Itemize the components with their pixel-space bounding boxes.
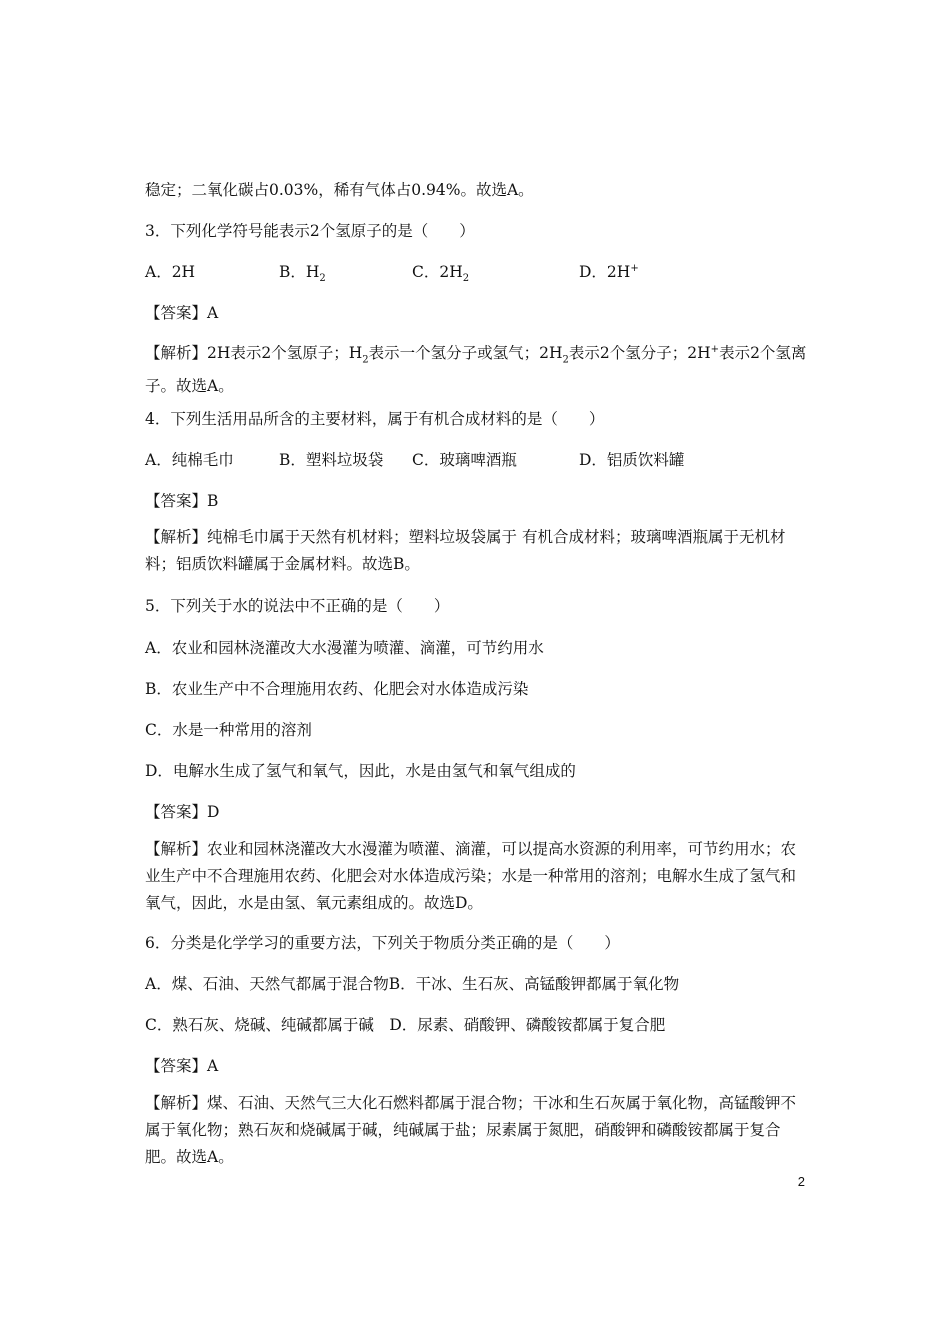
q5-answer: 【答案】D bbox=[145, 803, 220, 821]
q4-analysis: 【解析】纯棉毛巾属于天然有机材料；塑料垃圾袋属于 有机合成材料；玻璃啤酒瓶属于无机材料；铝质饮料罐属于金属材料。故选B。 bbox=[145, 528, 786, 573]
q6-stem: 6．分类是化学学习的重要方法，下列关于物质分类正确的是（ ） bbox=[145, 934, 620, 952]
q3-option-d[interactable]: D．2H+ bbox=[579, 262, 639, 281]
q4-option-a[interactable]: A．纯棉毛巾 bbox=[145, 451, 234, 469]
q4-option-d[interactable]: D．铝质饮料罐 bbox=[579, 451, 685, 469]
q3-stem: 3．下列化学符号能表示2个氢原子的是（ ） bbox=[145, 222, 475, 240]
q4-option-b[interactable]: B．塑料垃圾袋 bbox=[279, 451, 384, 469]
q5-option-c[interactable]: C．水是一种常用的溶剂 bbox=[145, 721, 312, 739]
q3-option-c[interactable]: C．$2H_2$ bbox=[412, 263, 470, 285]
intro-line: 稳定；二氧化碳占0.03%，稀有气体占0.94%。故选A。 bbox=[145, 181, 534, 199]
q5-option-d[interactable]: D．电解水生成了氢气和氧气，因此，水是由氢气和氧气组成的 bbox=[145, 762, 576, 780]
q6-options-line-2[interactable]: C．熟石灰、烧碱、纯碱都属于碱 D．尿素、硝酸钾、磷酸铵都属于复合肥 bbox=[145, 1016, 666, 1034]
q5-option-a[interactable]: A．农业和园林浇灌改大水漫灌为喷灌、滴灌，可节约用水 bbox=[145, 639, 544, 657]
q6-answer: 【答案】A bbox=[145, 1057, 219, 1075]
q6-options-line-1[interactable]: A．煤、石油、天然气都属于混合物B．干冰、生石灰、高锰酸钾都属于氧化物 bbox=[145, 975, 680, 993]
q3-analysis: 【解析】2H表示2个氢原子；$H_2$表示一个氢分子或氢气；$2H_2$表示2个氢分子；2H+表示2个氢离子。故选A。 bbox=[145, 344, 807, 396]
q4-option-c[interactable]: C．玻璃啤酒瓶 bbox=[412, 451, 517, 469]
q5-option-b[interactable]: B．农业生产中不合理施用农药、化肥会对水体造成污染 bbox=[145, 680, 529, 698]
q4-answer: 【答案】B bbox=[145, 492, 219, 510]
q5-analysis: 【解析】农业和园林浇灌改大水漫灌为喷灌、滴灌，可以提高水资源的利用率，可节约用水；农业生产中不合理施用农药、化肥会对水体造成污染；水是一种常用的溶剂；电解水生成了氢气和氧气，因此，水是由氢、氧元素组成的。故选D。 bbox=[145, 840, 797, 912]
q6-analysis: 【解析】煤、石油、天然气三大化石燃料都属于混合物；干冰和生石灰属于氧化物，高锰酸钾不属于氧化物；熟石灰和烧碱属于碱，纯碱属于盐；尿素属于氮肥，硝酸钾和磷酸铵都属于复合肥。故选A。 bbox=[145, 1094, 797, 1166]
q3-answer: 【答案】A bbox=[145, 304, 219, 322]
q4-stem: 4．下列生活用品所含的主要材料，属于有机合成材料的是（ ） bbox=[145, 410, 605, 428]
q3-option-b[interactable]: B．$H_2$ bbox=[279, 263, 326, 285]
page-number: 2 bbox=[797, 1174, 805, 1189]
q3-option-a[interactable]: A．2H bbox=[145, 263, 196, 281]
q5-stem: 5．下列关于水的说法中不正确的是（ ） bbox=[145, 597, 450, 615]
